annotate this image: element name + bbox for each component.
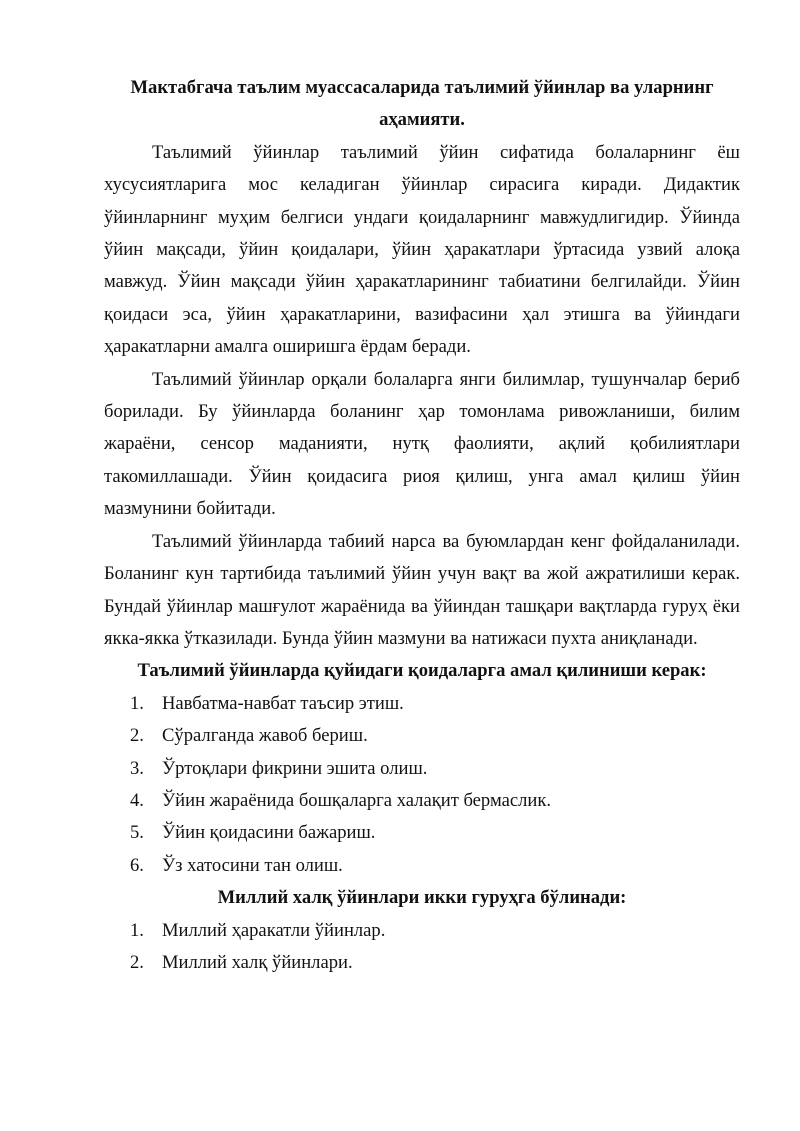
list-item-text: Сўралганда жавоб бериш. [162, 725, 368, 747]
list-item-text: Ўйин қоидасини бажариш. [162, 822, 376, 844]
list-item-number: 5. [130, 822, 144, 844]
list-item-number: 3. [130, 757, 144, 779]
list-item-text: Ўз хатосини тан олиш. [162, 854, 343, 876]
list-item [104, 850, 740, 882]
list-item-text: Ўйин жараёнида бошқаларга халақит бермаслик. [162, 789, 552, 811]
list-item-text: Навбатма-навбат таъсир этиш. [162, 692, 404, 714]
list-item-number: 2. [130, 951, 144, 973]
paragraph-1: Таълимий ўйинлар таълимий ўйин сифатида болаларнинг ёш хусусиятларига мос келадиган ўйинлар сирасига киради. Дидактик ўйинларнинг муҳим белгиси ундаги қоидаларнинг мавжудлигидир. Ўйинда ўйин мақсади, ўйин қоидалари, ўйин ҳаракатлари ўртасида узвий алоқа мавжуд. Ўйин мақсади ўйин ҳаракатларининг табиатини белгилайди. Ўйин қоидаси эса, ўйин ҳаракатларини, вазифасини ҳал этишга ва ўйиндаги ҳаракатларни амалга оширишга ёрдам беради. [104, 141, 740, 358]
games-heading: Миллий халқ ўйинлари икки гуруҳга бўлинади: [217, 887, 627, 909]
document-body [104, 72, 740, 979]
rules-heading: Таълимий ўйинларда қуйидаги қоидаларга амал қилиниши керак: [137, 660, 707, 682]
list-item [104, 817, 740, 849]
list-item-number: 6. [130, 854, 144, 876]
rules-list [104, 688, 740, 882]
list-item [104, 753, 740, 785]
list-item [104, 947, 740, 979]
list-item [104, 915, 740, 947]
list-item-text: Ўртоқлари фикрини эшита олиш. [162, 757, 428, 779]
list-item-number: 4. [130, 789, 144, 811]
list-item-text: Миллий ҳаракатли ўйинлар. [162, 919, 386, 941]
list-item [104, 720, 740, 752]
list-item-number: 2. [130, 725, 144, 747]
games-list [104, 915, 740, 980]
list-item-number: 1. [130, 692, 144, 714]
list-item-number: 1. [130, 919, 144, 941]
paragraph-3: Таълимий ўйинларда табиий нарса ва буюмлардан кенг фойдаланилади. Боланинг кун тартибида таълимий ўйин учун вақт ва жой ажратилиши керак. Бундай ўйинлар машғулот жараёнида ва ўйиндан ташқари вақтларда гуруҳ ёки якка-якка ўтказилади. Бунда ўйин мазмуни ва натижаси пухта аниқланади. [104, 530, 740, 649]
list-item [104, 688, 740, 720]
list-item [104, 785, 740, 817]
document-title: Мактабгача таълим муассасаларида таълимий ўйинлар ва уларнинг аҳамияти. [130, 77, 714, 131]
list-item-text: Миллий халқ ўйинлари. [162, 951, 353, 973]
paragraph-2: Таълимий ўйинлар орқали болаларга янги билимлар, тушунчалар бериб борилади. Бу ўйинларда боланинг ҳар томонлама ривожланиши, билим жараёни, сенсор маданияти, нутқ фаолияти, ақлий қобилиятлари такомиллашади. Ўйин қоидасига риоя қилиш, унга амал қилиш ўйин мазмунини бойитади. [104, 368, 740, 520]
